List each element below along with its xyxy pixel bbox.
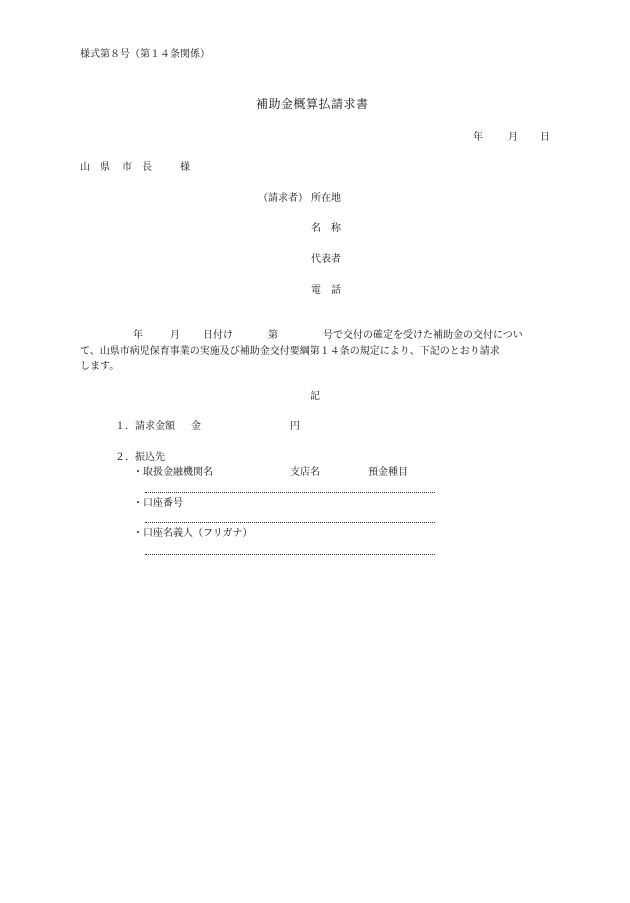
date-year-label: 年 xyxy=(473,132,483,143)
item2-label: ２．振込先 xyxy=(115,452,165,463)
addressee-city: 山 県 xyxy=(80,162,110,173)
account-number-label: ・口座番号 xyxy=(133,498,183,509)
body-line3: します。 xyxy=(80,361,120,372)
requester-representative-label: 代表者 xyxy=(311,254,341,265)
ki-heading: 記 xyxy=(310,391,320,402)
item1-kin: 金 xyxy=(191,421,201,432)
requester-phone-label: 電 話 xyxy=(311,285,341,296)
bank-name-label: ・取扱金融機関名 xyxy=(133,467,213,478)
branch-name-label: 支店名 xyxy=(290,467,320,478)
requester-label: （請求者） xyxy=(258,193,308,204)
date-day-label: 日 xyxy=(540,132,550,143)
item1-yen: 円 xyxy=(290,421,300,432)
body-dated: 日付け xyxy=(203,330,233,341)
account-number-line xyxy=(145,522,435,523)
deposit-type-label: 預金種目 xyxy=(368,467,408,478)
body-line1-rest: 号で交付の確定を受けた補助金の交付につい xyxy=(323,330,523,341)
body-month: 月 xyxy=(170,330,180,341)
date-month-label: 月 xyxy=(508,132,518,143)
addressee-mayor: 市 長 xyxy=(122,162,152,173)
body-number-prefix: 第 xyxy=(268,330,278,341)
item1-label: １．請求金額 xyxy=(115,421,175,432)
body-year: 年 xyxy=(133,330,143,341)
addressee-honorific: 様 xyxy=(180,162,190,173)
account-holder-label: ・口座名義人（フリガナ） xyxy=(133,528,253,539)
document-title: 補助金概算払請求書 xyxy=(256,97,369,111)
requester-name-label: 名 称 xyxy=(311,223,341,234)
form-number: 様式第８号（第１４条関係） xyxy=(80,49,210,60)
requester-address-label: 所在地 xyxy=(311,193,341,204)
body-line2: て、山県市病児保育事業の実施及び補助金交付要綱第１４条の規定により、下記のとおり請求 xyxy=(80,346,500,357)
account-holder-line xyxy=(145,554,435,555)
bank-info-line xyxy=(145,492,435,493)
